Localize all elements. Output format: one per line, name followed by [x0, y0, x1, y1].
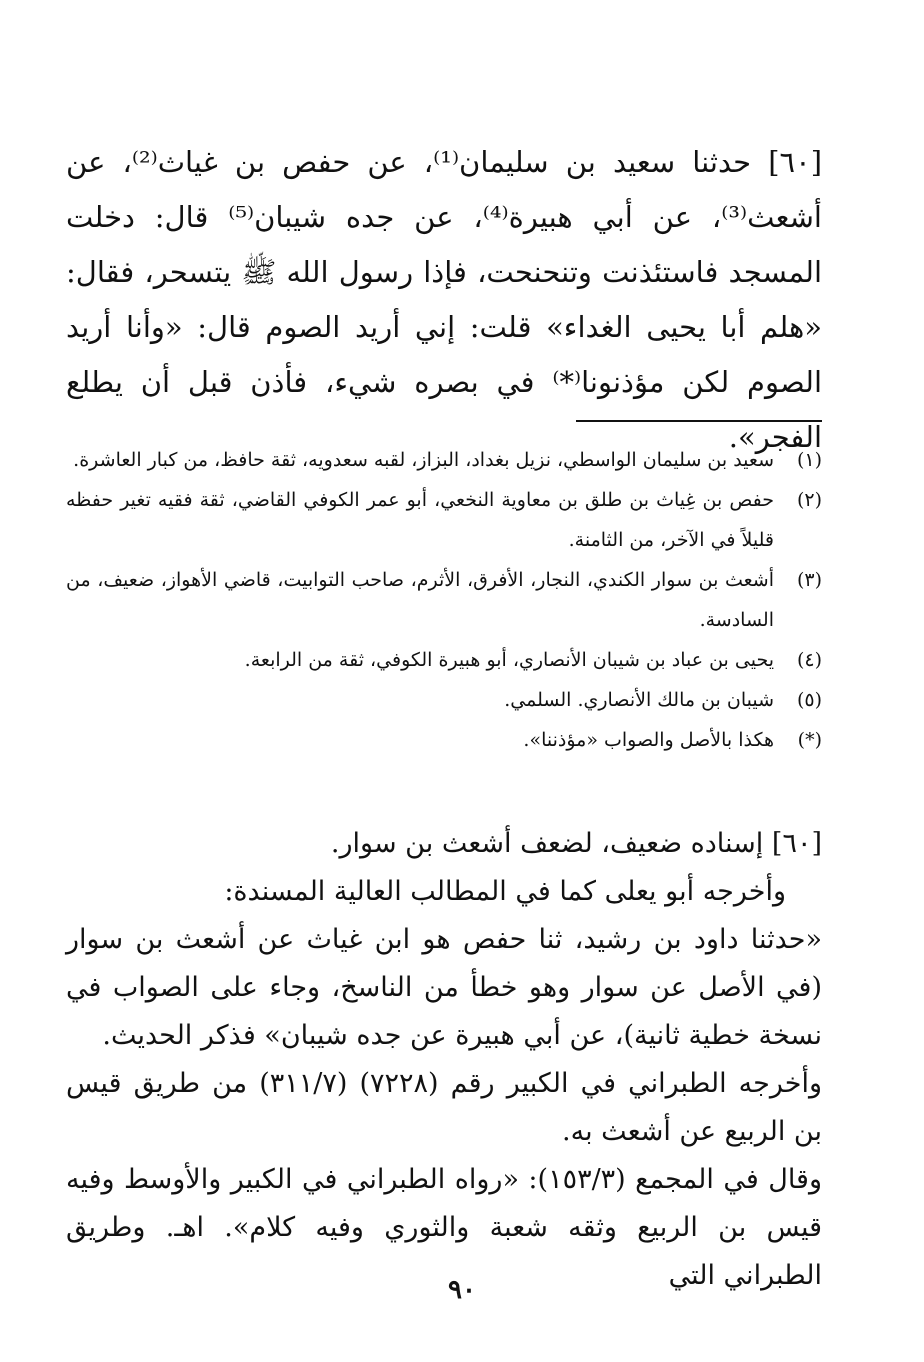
commentary-block — [66, 820, 822, 1300]
footnote-number: (٥) — [796, 689, 822, 711]
footnote-text: أشعث بن سوار الكندي، النجار، الأفرق، الأثرم، صاحب التوابيت، قاضي الأهواز، ضعيف، من السادسة. — [66, 569, 774, 631]
commentary-number: [٦٠] — [771, 828, 822, 859]
commentary-paragraph-4: وقال في المجمع (١٥٣/٣): «رواه الطبراني في الكبير والأوسط وفيه قيس بن الربيع وثقه شعبة والثوري وفيه كلام». اهـ. وطريق الطبراني التي — [66, 1164, 822, 1291]
footnote-asterisk — [66, 720, 822, 760]
hadith-number: [٦٠] — [768, 145, 823, 179]
hadith-paragraph — [66, 135, 822, 465]
footnote-text: حفص بن غِياث بن طلق بن معاوية النخعي، أبو عمر الكوفي القاضي، ثقة فقيه تغير حفظه قليلاً في الآخر، من الثامنة. — [66, 489, 774, 551]
footnote-number: (٣) — [796, 569, 822, 591]
footnote-1 — [66, 440, 822, 480]
hadith-text: حدثنا سعيد بن سليمان⁽¹⁾، عن حفص بن غياث⁽²⁾، عن أشعث⁽³⁾، عن أبي هبيرة⁽⁴⁾، عن جده شيبان⁽⁵⁾ قال: دخلت المسجد فاستئذنت وتنحنحت، فإذا رسول الله ﷺ يتسحر، فقال: «هلم أبا يحيى الغداء» قلت: إني أريد الصوم قال: «وأنا أريد الصوم لكن مؤذنونا⁽*⁾ في بصره شيء، فأذن قبل أن يطلع الفجر». — [66, 145, 822, 454]
footnote-separator — [576, 420, 822, 422]
footnote-number: (*) — [797, 729, 822, 751]
footnote-text: شيبان بن مالك الأنصاري. السلمي. — [504, 689, 774, 711]
footnote-5 — [66, 680, 822, 720]
footnote-number: (١) — [796, 449, 822, 471]
commentary-paragraph-2: «حدثنا داود بن رشيد، ثنا حفص هو ابن غياث عن أشعث بن سوار (في الأصل عن سوار وهو خطأ من الناسخ، وجاء على الصواب في نسخة خطية ثانية)، عن أبي هبيرة عن جده شيبان» فذكر الحديث. — [66, 924, 822, 1051]
commentary-paragraph-1: وأخرجه أبو يعلى كما في المطالب العالية المسندة: — [224, 876, 786, 907]
footnote-4 — [66, 640, 822, 680]
footnote-text: يحيى بن عباد بن شيبان الأنصاري، أبو هبيرة الكوفي، ثقة من الرابعة. — [244, 649, 774, 671]
hadith-text-block — [66, 135, 822, 465]
footnote-2 — [66, 480, 822, 560]
footnotes — [66, 440, 822, 760]
commentary-grade-text: إسناده ضعيف، لضعف أشعث بن سوار. — [330, 828, 764, 859]
footnote-number: (٢) — [796, 489, 822, 511]
commentary-paragraph-3: وأخرجه الطبراني في الكبير رقم (٧٢٢٨) (٣١١/٧) من طريق قيس بن الربيع عن أشعث به. — [66, 1068, 822, 1147]
footnote-text: سعيد بن سليمان الواسطي، نزيل بغداد، البزاز، لقبه سعدويه، ثقة حافظ، من كبار العاشرة. — [73, 449, 774, 471]
footnote-text: هكذا بالأصل والصواب «مؤذننا». — [523, 729, 774, 751]
commentary-grade — [66, 820, 822, 868]
footnote-number: (٤) — [796, 649, 822, 671]
footnote-3 — [66, 560, 822, 640]
page-number: ٩٠ — [448, 1275, 476, 1305]
